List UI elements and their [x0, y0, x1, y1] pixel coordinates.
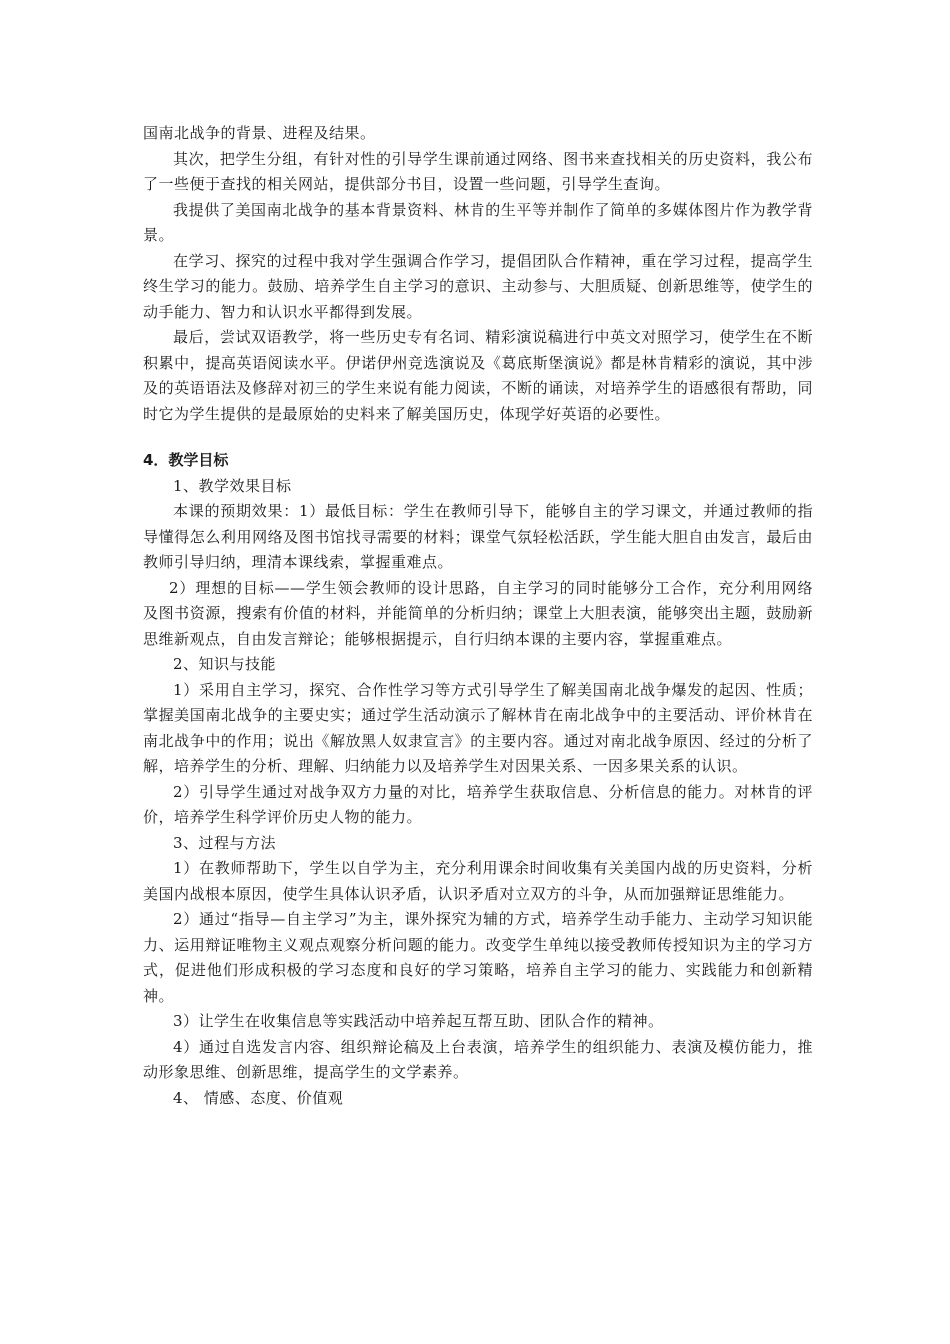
document-body: [143, 121, 813, 1111]
paragraph-cooperation: 在学习、探究的过程中我对学生强调合作学习，提倡团队合作精神，重在学习过程，提高学生终生学习的能力。鼓励、培养学生自主学习的意识、主动参与、大胆质疑、创新思维等，使学生的动手能力、智力和认识水平都得到发展。: [143, 251, 813, 321]
section-heading: 4．教学目标: [143, 451, 229, 469]
paragraph-process-4: 4）通过自选发言内容、组织辩论稿及上台表演，培养学生的组织能力、表演及模仿能力，推动形象思维、创新思维，提高学生的文学素养。: [143, 1037, 813, 1081]
paragraph-background: 我提供了美国南北战争的基本背景资料、林肯的生平等并制作了简单的多媒体图片作为教学背景。: [143, 200, 813, 244]
paragraph-bilingual: 最后，尝试双语教学，将一些历史专有名词、精彩演说稿进行中英文对照学习，使学生在不断积累中，提高英语阅读水平。伊诺伊州竞选演说及《葛底斯堡演说》都是林肯精彩的演说，其中涉及的英语语法及修辞对初三的学生来说有能力阅读，不断的诵读，对培养学生的语感很有帮助，同时它为学生提供的是最原始的史料来了解美国历史，体现学好英语的必要性。: [143, 328, 813, 423]
paragraph-knowledge-1: 1）采用自主学习，探究、合作性学习等方式引导学生了解美国南北战争爆发的起因、性质；掌握美国南北战争的主要史实；通过学生活动演示了解林肯在南北战争中的主要活动、评价林肯在南北战争中的作用；说出《解放黑人奴隶宣言》的主要内容。通过对南北战争原因、经过的分析了解，培养学生的分析、理解、归纳能力以及培养学生对因果关系、一因多果关系的认识。: [143, 680, 813, 775]
paragraph-ideal-goal: 2）理想的目标——学生领会教师的设计思路，自主学习的同时能够分工合作，充分利用网络及图书资源，搜索有价值的材料，并能简单的分析归纳；课堂上大胆表演，能够突出主题，鼓励新思维新观点，自由发言辩论；能够根据提示，自行归纳本课的主要内容，掌握重难点。: [143, 578, 813, 648]
paragraph-grouping: 其次，把学生分组，有针对性的引导学生课前通过网络、图书来查找相关的历史资料，我公布了一些便于查找的相关网站，提供部分书目，设置一些问题，引导学生查询。: [143, 149, 813, 193]
subsection-title-values: 4、 情感、态度、价值观: [173, 1088, 344, 1107]
paragraph-process-1: 1）在教师帮助下，学生以自学为主，充分利用课余时间收集有关美国内战的历史资料，分析美国内战根本原因，使学生具体认识矛盾，认识矛盾对立双方的斗争，从而加强辩证思维能力。: [143, 859, 813, 903]
paragraph-process-2: 2）通过“指导—自主学习”为主，课外探究为辅的方式，培养学生动手能力、主动学习知识能力、运用辩证唯物主义观点观察分析问题的能力。改变学生单纯以接受教师传授知识为主的学习方式，促进他们形成积极的学习态度和良好的学习策略，培养自主学习的能力、实践能力和创新精神。: [143, 910, 813, 1005]
subsection-title-knowledge: 2、知识与技能: [173, 655, 277, 673]
paragraph-knowledge-2: 2）引导学生通过对战争双方力量的对比，培养学生获取信息、分析信息的能力。对林肯的评价，培养学生科学评价历史人物的能力。: [143, 782, 813, 826]
paragraph-process-3: 3）让学生在收集信息等实践活动中培养起互帮互助、团队合作的精神。: [173, 1012, 664, 1030]
subsection-title-effect: 1、教学效果目标: [173, 476, 292, 495]
paragraph-expected-effect: 本课的预期效果：1）最低目标：学生在教师引导下，能够自主的学习课文，并通过教师的指导懂得怎么利用网络及图书馆找寻需要的材料；课堂气氛轻松活跃，学生能大胆自由发言，最后由教师引导归纳，理清本课线索，掌握重难点。: [143, 502, 813, 571]
subsection-title-process: 3、过程与方法: [173, 833, 277, 852]
paragraph-continuation: 国南北战争的背景、进程及结果。: [143, 124, 376, 142]
